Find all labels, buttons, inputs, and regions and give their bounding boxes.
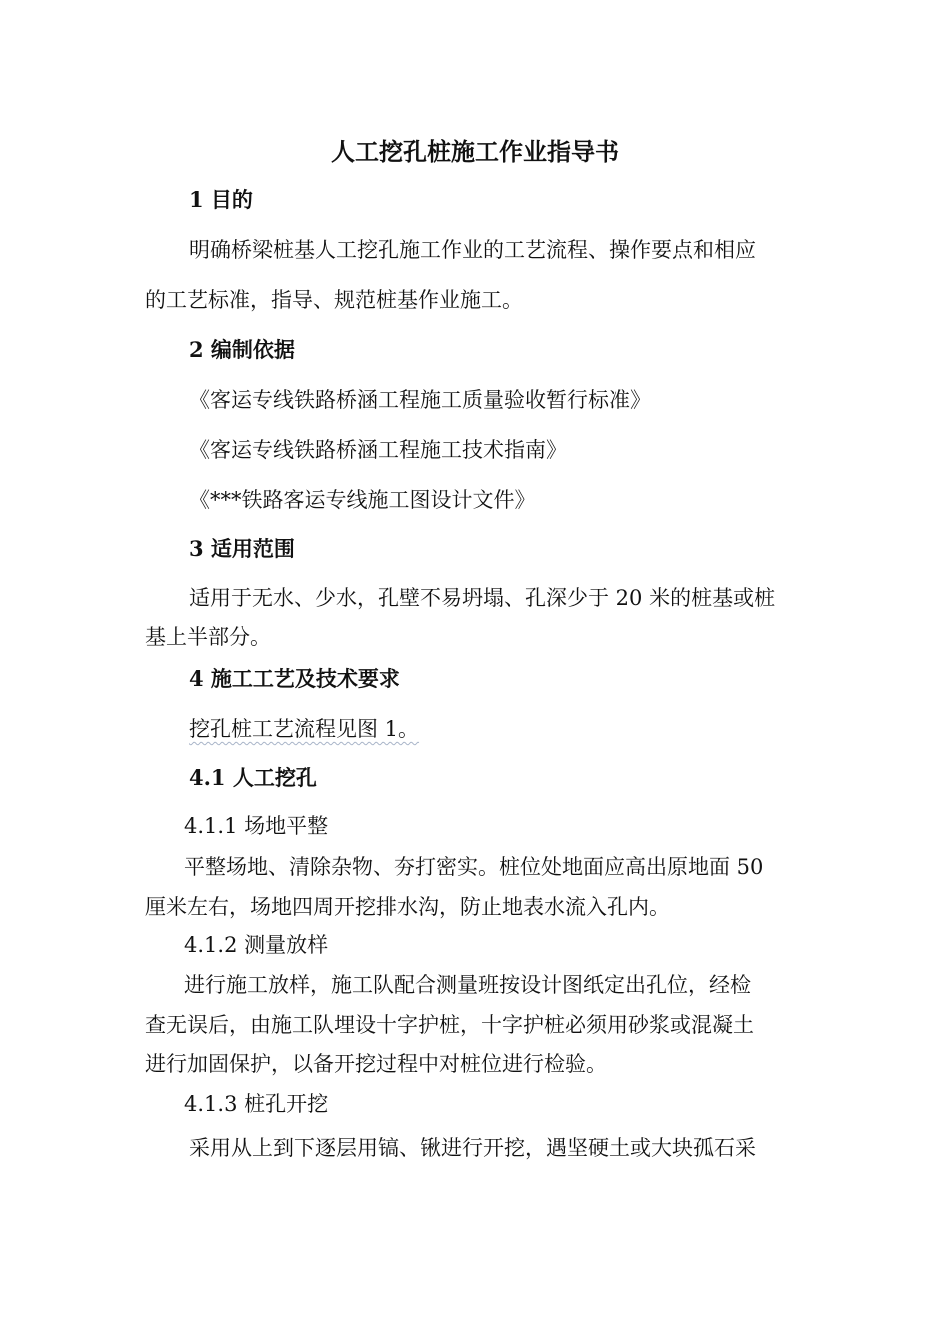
paragraph-line: 查无误后，由施工队埋设十字护桩，十字护桩必须用砂浆或混凝土	[145, 1013, 754, 1037]
reference-item: 《***铁路客运专线施工图设计文件》	[189, 488, 536, 512]
reference-item: 《客运专线铁路桥涵工程施工技术指南》	[189, 438, 567, 462]
clause-heading-site-leveling: 4.1.1 场地平整	[184, 814, 329, 838]
reference-item: 《客运专线铁路桥涵工程施工质量验收暂行标准》	[189, 388, 651, 412]
paragraph-line: 适用于无水、少水，孔壁不易坍塌、孔深少于 20 米的桩基或桩	[189, 586, 776, 610]
paragraph-line: 的工艺标准，指导、规范桩基作业施工。	[145, 288, 523, 312]
clause-heading-excavation: 4.1.3 桩孔开挖	[184, 1092, 329, 1116]
process-intro: 挖孔桩工艺流程见图 1。	[189, 717, 420, 741]
paragraph-line: 明确桥梁桩基人工挖孔施工作业的工艺流程、操作要点和相应	[189, 238, 756, 262]
sub-heading-manual-digging: 4.1 人工挖孔	[189, 765, 317, 790]
section-heading-purpose: 1 目的	[189, 187, 253, 212]
section-heading-basis: 2 编制依据	[189, 337, 295, 362]
section-heading-process: 4 施工工艺及技术要求	[189, 666, 400, 691]
paragraph-line: 进行施工放样，施工队配合测量班按设计图纸定出孔位，经检	[184, 973, 751, 997]
section-heading-scope: 3 适用范围	[189, 536, 295, 561]
paragraph-line: 厘米左右，场地四周开挖排水沟，防止地表水流入孔内。	[145, 895, 670, 919]
paragraph-line: 进行加固保护，以备开挖过程中对桩位进行检验。	[145, 1052, 607, 1076]
document-title: 人工挖孔桩施工作业指导书	[331, 137, 619, 166]
clause-heading-survey: 4.1.2 测量放样	[184, 933, 329, 957]
paragraph-line: 基上半部分。	[145, 625, 271, 649]
paragraph-line: 平整场地、清除杂物、夯打密实。桩位处地面应高出原地面 50	[184, 855, 764, 879]
paragraph-line: 采用从上到下逐层用镐、锹进行开挖，遇坚硬土或大块孤石采	[189, 1136, 756, 1160]
